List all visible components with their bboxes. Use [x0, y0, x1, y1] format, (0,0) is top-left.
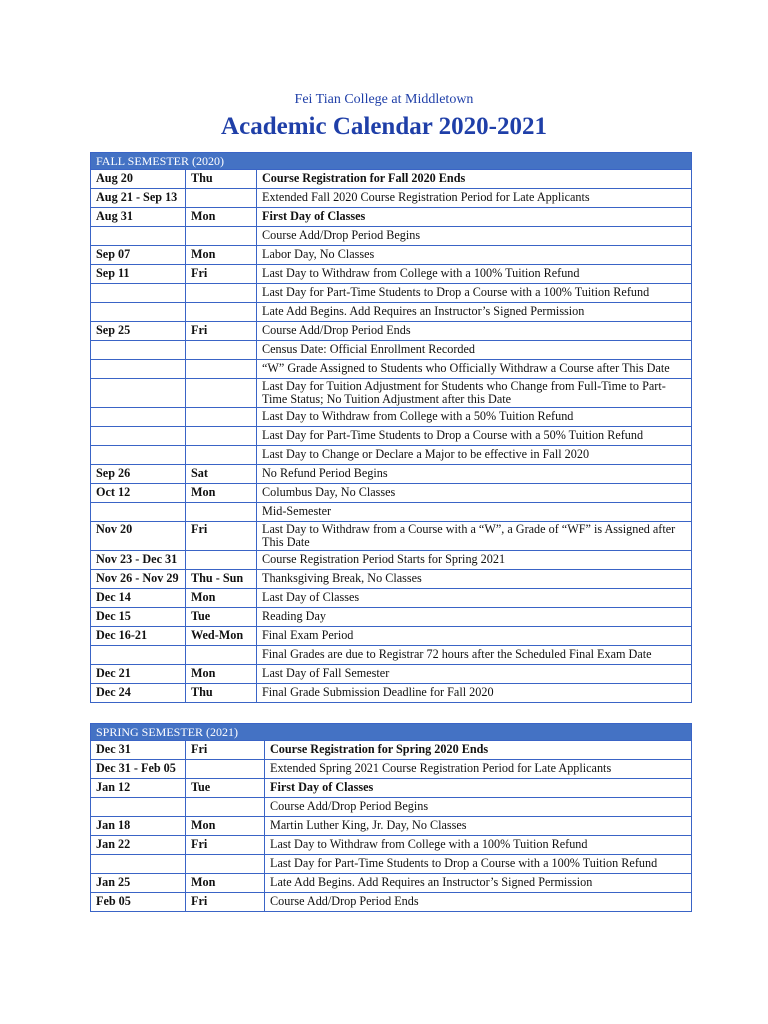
calendar-row [91, 684, 692, 703]
row-event: Last Day to Change or Declare a Major to be effective in Fall 2020 [257, 446, 692, 465]
calendar-row [91, 893, 692, 912]
row-event: Thanksgiving Break, No Classes [257, 570, 692, 589]
calendar-row [91, 408, 692, 427]
calendar-row [91, 627, 692, 646]
row-date [91, 227, 186, 246]
row-event: Mid-Semester [257, 503, 692, 522]
row-date: Dec 21 [91, 665, 186, 684]
row-event: Course Registration for Spring 2020 Ends [265, 741, 692, 760]
row-weekday: Tue [186, 608, 257, 627]
calendar-row [91, 817, 692, 836]
row-date [91, 284, 186, 303]
row-date: Sep 07 [91, 246, 186, 265]
row-date: Jan 18 [91, 817, 186, 836]
row-event: Course Add/Drop Period Ends [265, 893, 692, 912]
row-date [91, 855, 186, 874]
row-event: Last Day to Withdraw from College with a 100% Tuition Refund [257, 265, 692, 284]
row-weekday: Sat [186, 465, 257, 484]
row-weekday [186, 427, 257, 446]
page-title: Academic Calendar 2020-2021 [221, 113, 547, 140]
row-date: Oct 12 [91, 484, 186, 503]
calendar-row [91, 779, 692, 798]
row-weekday [186, 646, 257, 665]
row-event: “W” Grade Assigned to Students who Officially Withdraw a Course after This Date [257, 360, 692, 379]
calendar-row [91, 170, 692, 189]
row-date [91, 503, 186, 522]
row-event: Last Day for Part-Time Students to Drop a Course with a 100% Tuition Refund [257, 284, 692, 303]
row-date: Aug 31 [91, 208, 186, 227]
row-date: Dec 31 - Feb 05 [91, 760, 186, 779]
row-weekday [186, 503, 257, 522]
row-weekday: Mon [186, 817, 265, 836]
calendar-row [91, 836, 692, 855]
fall-semester-heading: FALL SEMESTER (2020) [91, 153, 692, 170]
row-date: Jan 22 [91, 836, 186, 855]
row-weekday [186, 303, 257, 322]
row-weekday [186, 446, 257, 465]
calendar-row [91, 608, 692, 627]
row-event: Reading Day [257, 608, 692, 627]
row-event: Martin Luther King, Jr. Day, No Classes [265, 817, 692, 836]
row-weekday [186, 855, 265, 874]
row-date: Dec 31 [91, 741, 186, 760]
spring-semester-rows [91, 741, 692, 912]
calendar-row [91, 741, 692, 760]
calendar-row [91, 484, 692, 503]
row-date: Sep 25 [91, 322, 186, 341]
calendar-row [91, 665, 692, 684]
calendar-row [91, 798, 692, 817]
calendar-row [91, 646, 692, 665]
fall-semester-table [90, 152, 692, 703]
row-event: Last Day for Tuition Adjustment for Students who Change from Full-Time to Part-Time Status; No Tuition Adjustment after this Date [257, 379, 692, 408]
calendar-row [91, 427, 692, 446]
row-date: Nov 26 - Nov 29 [91, 570, 186, 589]
calendar-row [91, 322, 692, 341]
row-date: Nov 23 - Dec 31 [91, 551, 186, 570]
row-date: Sep 26 [91, 465, 186, 484]
row-date: Feb 05 [91, 893, 186, 912]
calendar-row [91, 265, 692, 284]
row-event: Census Date: Official Enrollment Recorded [257, 341, 692, 360]
calendar-row [91, 855, 692, 874]
row-date: Aug 21 - Sep 13 [91, 189, 186, 208]
calendar-row [91, 379, 692, 408]
row-date: Dec 14 [91, 589, 186, 608]
row-event: Late Add Begins. Add Requires an Instructor’s Signed Permission [257, 303, 692, 322]
row-event: Course Registration Period Starts for Spring 2021 [257, 551, 692, 570]
row-weekday: Thu [186, 684, 257, 703]
calendar-row [91, 360, 692, 379]
calendar-row [91, 570, 692, 589]
row-weekday: Mon [186, 874, 265, 893]
row-date [91, 360, 186, 379]
row-weekday: Fri [186, 741, 265, 760]
row-weekday [186, 284, 257, 303]
calendar-row [91, 246, 692, 265]
row-weekday [186, 360, 257, 379]
row-weekday [186, 760, 265, 779]
calendar-row [91, 227, 692, 246]
row-weekday [186, 798, 265, 817]
row-date [91, 798, 186, 817]
calendar-row [91, 446, 692, 465]
row-date [91, 408, 186, 427]
row-weekday [186, 227, 257, 246]
row-weekday [186, 341, 257, 360]
row-date: Jan 25 [91, 874, 186, 893]
row-date [91, 303, 186, 322]
college-name: Fei Tian College at Middletown [294, 92, 474, 107]
document-header [0, 91, 768, 143]
row-weekday: Mon [186, 484, 257, 503]
row-weekday: Fri [186, 836, 265, 855]
row-event: First Day of Classes [265, 779, 692, 798]
row-event: First Day of Classes [257, 208, 692, 227]
calendar-row [91, 874, 692, 893]
calendar-row [91, 760, 692, 779]
row-event: Final Grades are due to Registrar 72 hours after the Scheduled Final Exam Date [257, 646, 692, 665]
row-weekday: Mon [186, 246, 257, 265]
row-date [91, 341, 186, 360]
row-event: Labor Day, No Classes [257, 246, 692, 265]
row-weekday [186, 189, 257, 208]
row-weekday: Mon [186, 665, 257, 684]
row-event: Final Exam Period [257, 627, 692, 646]
calendar-row [91, 303, 692, 322]
row-weekday: Wed-Mon [186, 627, 257, 646]
row-weekday: Fri [186, 522, 257, 551]
calendar-row [91, 503, 692, 522]
row-event: Last Day to Withdraw from College with a 50% Tuition Refund [257, 408, 692, 427]
row-date [91, 379, 186, 408]
row-date: Aug 20 [91, 170, 186, 189]
calendar-row [91, 284, 692, 303]
row-event: Final Grade Submission Deadline for Fall 2020 [257, 684, 692, 703]
spring-semester-table [90, 723, 692, 912]
row-event: Extended Spring 2021 Course Registration Period for Late Applicants [265, 760, 692, 779]
row-event: Course Add/Drop Period Begins [265, 798, 692, 817]
row-date: Jan 12 [91, 779, 186, 798]
row-event: Last Day of Fall Semester [257, 665, 692, 684]
calendar-row [91, 589, 692, 608]
row-event: Last Day for Part-Time Students to Drop a Course with a 50% Tuition Refund [257, 427, 692, 446]
spring-semester-heading: SPRING SEMESTER (2021) [91, 724, 692, 741]
row-date [91, 446, 186, 465]
row-event: Course Add/Drop Period Ends [257, 322, 692, 341]
row-date [91, 427, 186, 446]
row-date [91, 646, 186, 665]
row-date: Dec 24 [91, 684, 186, 703]
row-event: Late Add Begins. Add Requires an Instructor’s Signed Permission [265, 874, 692, 893]
row-event: Extended Fall 2020 Course Registration Period for Late Applicants [257, 189, 692, 208]
calendar-row [91, 341, 692, 360]
calendar-row [91, 522, 692, 551]
calendar-row [91, 465, 692, 484]
calendar-row [91, 551, 692, 570]
row-event: Course Add/Drop Period Begins [257, 227, 692, 246]
row-event: Course Registration for Fall 2020 Ends [257, 170, 692, 189]
row-date: Dec 15 [91, 608, 186, 627]
row-event: Columbus Day, No Classes [257, 484, 692, 503]
row-date: Nov 20 [91, 522, 186, 551]
row-weekday: Thu - Sun [186, 570, 257, 589]
calendar-row [91, 189, 692, 208]
row-weekday: Fri [186, 322, 257, 341]
row-weekday: Mon [186, 589, 257, 608]
row-weekday [186, 551, 257, 570]
row-event: Last Day of Classes [257, 589, 692, 608]
row-date: Dec 16-21 [91, 627, 186, 646]
fall-semester-rows [91, 170, 692, 703]
row-event: Last Day to Withdraw from College with a 100% Tuition Refund [265, 836, 692, 855]
row-weekday: Fri [186, 893, 265, 912]
row-date: Sep 11 [91, 265, 186, 284]
row-event: Last Day to Withdraw from a Course with a “W”, a Grade of “WF” is Assigned after This Date [257, 522, 692, 551]
row-weekday [186, 408, 257, 427]
row-event: Last Day for Part-Time Students to Drop a Course with a 100% Tuition Refund [265, 855, 692, 874]
row-weekday: Tue [186, 779, 265, 798]
row-weekday: Mon [186, 208, 257, 227]
row-weekday: Fri [186, 265, 257, 284]
row-weekday [186, 379, 257, 408]
row-event: No Refund Period Begins [257, 465, 692, 484]
calendar-row [91, 208, 692, 227]
row-weekday: Thu [186, 170, 257, 189]
